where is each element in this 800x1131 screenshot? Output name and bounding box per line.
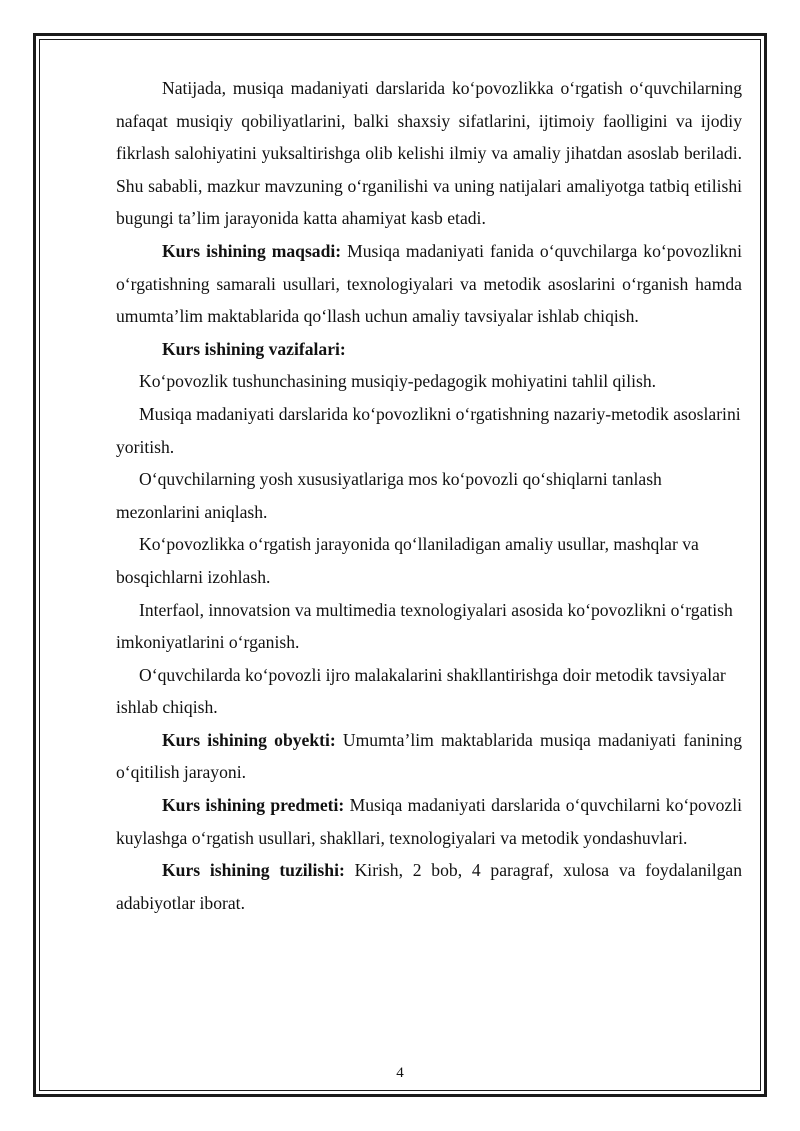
structure-label: Kurs ishining tuzilishi: [162,860,345,881]
subject-text: Musiqa madaniyati darslarida oʻquvchilarni koʻpovozli kuylashga oʻrgatish usullari, shakllari, texnologiyalari va metodik yondashuvlari. [116,795,743,848]
goal-label: Kurs ishining maqsadi: [162,240,342,261]
subject-paragraph [116,789,742,854]
task-item: Oʻquvchilarda koʻpovozli ijro malakalarini shakllantirishga doir metodik tavsiyalar ishlab chiqish. [116,664,726,718]
task-item: Musiqa madaniyati darslarida koʻpovozlikni oʻrgatishning nazariy-metodik asoslarini yoritish. [116,403,741,457]
structure-paragraph [116,854,742,919]
subject-label: Kurs ishining predmeti: [162,795,345,816]
page-number: 4 [396,1065,404,1081]
object-paragraph [116,724,742,789]
intro-paragraph: Natijada, musiqa madaniyati darslarida koʻpovozlikka oʻrgatish oʻquvchilarning nafaqat musiqiy qobiliyatlarini, balki shaxsiy sifatlarini, ijtimoiy faolligini va ijodiy fikrlash salohiyatini yuksaltirishga olib kelishi ilmiy va amaliy jihatdan asoslab beriladi. Shu sababli, mazkur mavzuning oʻrganilishi va uning natijalari amaliyotga tatbiq etilishi bugungi taʼlim jarayonida katta ahamiyat kasb etadi. [116,78,742,229]
tasks-heading: Kurs ishining vazifalari: [162,338,346,359]
task-item: Koʻpovozlik tushunchasining musiqiy-pedagogik mohiyatini tahlil qilish. [139,371,657,392]
goal-text: Musiqa madaniyati fanida oʻquvchilarga koʻpovozlikni oʻrgatishning samarali usullari, texnologiyalari va metodik asoslarini oʻrganish hamda umumtaʼlim maktablarida qoʻllash uchun amaliy tavsiyalar ishlab chiqish. [116,240,742,327]
task-item: Interfaol, innovatsion va multimedia texnologiyalari asosida koʻpovozlikni oʻrgatish imkoniyatlarini oʻrganish. [116,599,733,653]
task-item: Koʻpovozlikka oʻrgatish jarayonida qoʻllaniladigan amaliy usullar, mashqlar va bosqichlarni izohlash. [116,534,699,587]
structure-text: Kirish, 2 bob, 4 paragraf, xulosa va foydalanilgan adabiyotlar iborat. [116,860,742,913]
goal-paragraph [116,235,742,333]
task-item: Oʻquvchilarning yosh xususiyatlariga mos koʻpovozli qoʻshiqlarni tanlash mezonlarini aniqlash. [116,469,662,522]
document-body [116,72,742,919]
object-label: Kurs ishining obyekti: [162,729,336,750]
object-text: Umumtaʼlim maktablarida musiqa madaniyati fanining oʻqitilish jarayoni. [116,729,742,783]
